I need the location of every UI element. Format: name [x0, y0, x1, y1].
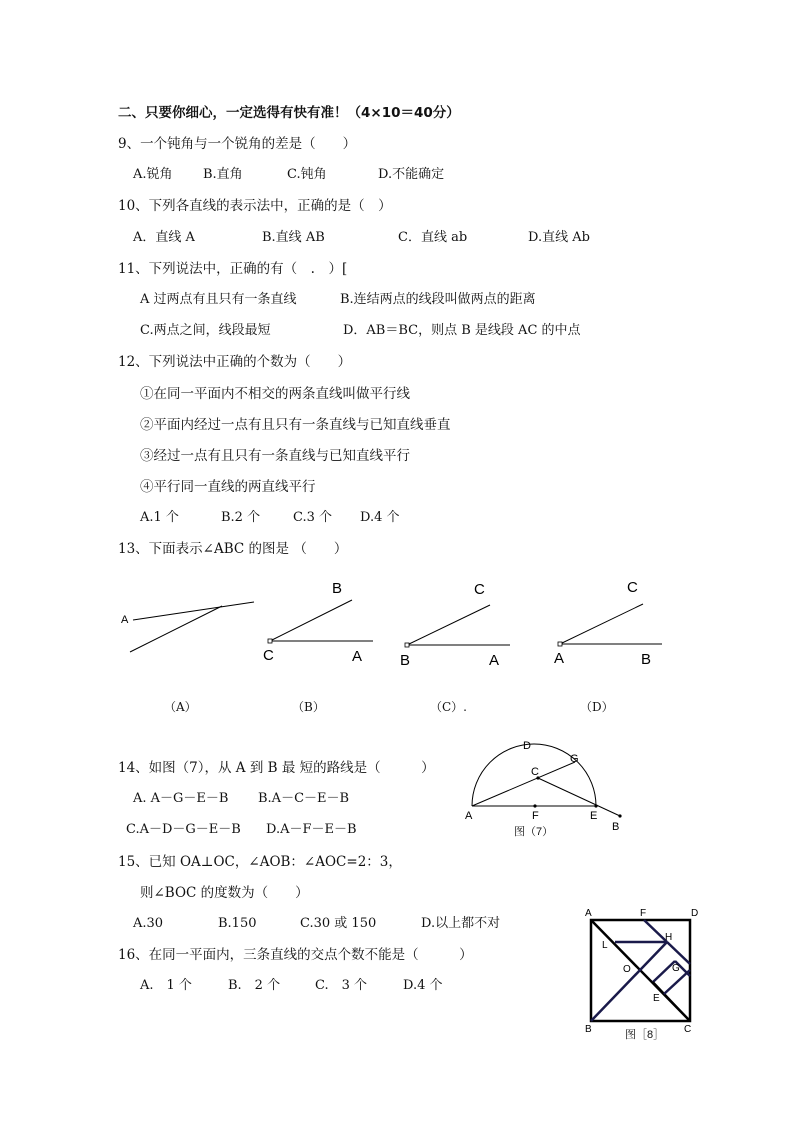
q11-option-c: C.两点之间，线段最短 — [140, 323, 271, 338]
q14-option-b: B.A－C－E－B — [258, 791, 350, 806]
fig-d-label-top: C — [627, 579, 638, 596]
fig7-label-a: A — [465, 810, 473, 822]
fig8-label-c: C — [684, 1024, 692, 1035]
fig8-label-a: A — [585, 908, 592, 919]
q12-statement-4: ④平行同一直线的两直线平行 — [140, 479, 316, 495]
fig8-label-e: E — [653, 993, 660, 1004]
fig-d-label-end: B — [641, 651, 652, 668]
q15-option-d: D.以上都不对 — [421, 916, 501, 931]
q14-option-c: C.A－D－G－E－B — [126, 822, 241, 837]
q15-option-b: B.150 — [218, 916, 257, 931]
q13-caption-a: （A） — [164, 700, 197, 714]
q12-option-b: B.2 个 — [221, 510, 261, 525]
figure-7 — [460, 738, 660, 838]
fig-c-label-top: C — [474, 581, 485, 598]
fig8-caption: 图［8］ — [625, 1029, 665, 1041]
question-16-stem: 16、在同一平面内，三条直线的交点个数不能是（ ） — [118, 947, 473, 963]
fig8-label-l: L — [602, 940, 608, 951]
q9-option-c: C.钝角 — [287, 167, 327, 182]
q9-option-b: B.直角 — [203, 167, 243, 182]
q11-option-b: B.连结两点的线段叫做两点的距离 — [340, 292, 536, 307]
q10-option-b: B.直线 AB — [262, 230, 325, 245]
q12-statement-1: ①在同一平面内不相交的两条直线叫做平行线 — [140, 386, 410, 402]
fig7-label-b: B — [612, 821, 620, 833]
q16-option-c: C. 3 个 — [315, 978, 368, 993]
fig-b-label-vertex: C — [263, 647, 274, 664]
q11-option-d: D．AB＝BC，则点 B 是线段 AC 的中点 — [343, 323, 581, 338]
question-12-stem: 12、下列说法中正确的个数为（ ） — [118, 354, 352, 370]
question-9-stem: 9、一个钝角与一个锐角的差是（ ） — [118, 136, 357, 152]
q12-statement-2: ②平面内经过一点有且只有一条直线与已知直线垂直 — [140, 417, 451, 433]
q10-option-c: C．直线 ab — [398, 230, 468, 245]
q13-figures — [0, 570, 794, 710]
question-15-stem-2: 则∠BOC 的度数为（ ） — [140, 885, 309, 901]
q9-option-a: A.锐角 — [133, 167, 173, 182]
fig-c-label-end: A — [489, 652, 500, 669]
fig-d-label-vertex: A — [554, 650, 565, 667]
fig8-label-g: G — [672, 963, 680, 974]
fig8-label-f: F — [640, 908, 647, 919]
q15-option-c: C.30 或 150 — [300, 916, 377, 931]
fig7-label-f: F — [532, 810, 539, 822]
q12-statement-3: ③经过一点有且只有一条直线与已知直线平行 — [140, 448, 410, 464]
fig7-caption: 图（7） — [514, 826, 554, 838]
fig7-label-d: D — [523, 740, 531, 752]
fig7-label-g: G — [570, 753, 579, 765]
q13-caption-c: （C）. — [430, 700, 467, 714]
q16-option-d: D.4 个 — [403, 978, 443, 993]
question-10-stem: 10、下列各直线的表示法中，正确的是（ ） — [118, 198, 392, 214]
question-15-stem: 15、已知 OA⊥OC，∠AOB：∠AOC=2：3， — [118, 854, 402, 870]
q12-option-c: C.3 个 — [293, 510, 333, 525]
fig-a-label: A — [121, 614, 129, 626]
figure-8 — [580, 904, 720, 1044]
section-title: 二、只要你细心，一定选得有快有准！（4×10＝40分） — [118, 105, 460, 121]
q14-option-d: D.A－F－E－B — [266, 822, 357, 837]
q13-caption-d: （D） — [580, 700, 614, 714]
fig8-label-o: O — [623, 964, 631, 975]
fig-c-label-vertex: B — [400, 652, 411, 669]
question-14-stem: 14、如图（7），从 A 到 B 最 短的路线是（ ） — [118, 760, 435, 776]
q9-option-d: D.不能确定 — [378, 167, 445, 182]
q12-option-a: A.1 个 — [140, 510, 179, 525]
fig7-label-c: C — [531, 766, 539, 778]
q13-caption-b: （B） — [292, 700, 325, 714]
question-13-stem: 13、下面表示∠ABC 的图是 （ ） — [118, 541, 348, 557]
question-11-stem: 11、下列说法中，正确的有（ . ）[ — [118, 261, 348, 277]
q12-option-d: D.4 个 — [360, 510, 400, 525]
q10-option-a: A．直线 A — [133, 230, 195, 245]
fig-b-label-end: A — [352, 648, 363, 665]
q14-option-a: A. A－G－E－B — [133, 791, 229, 806]
fig8-label-b: B — [585, 1024, 592, 1035]
fig8-label-d: D — [691, 908, 699, 919]
q11-option-a: A 过两点有且只有一条直线 — [140, 292, 297, 307]
q15-option-a: A.30 — [133, 916, 164, 931]
fig8-label-h: H — [665, 932, 673, 943]
fig-b-label-top: B — [332, 580, 343, 597]
fig7-label-e: E — [590, 810, 598, 822]
fig-a-line-1 — [130, 606, 222, 652]
q16-option-b: B. 2 个 — [228, 978, 281, 993]
q10-option-d: D.直线 Ab — [528, 230, 590, 245]
q16-option-a: A. 1 个 — [140, 978, 192, 993]
fig-a-line-2 — [133, 602, 254, 620]
